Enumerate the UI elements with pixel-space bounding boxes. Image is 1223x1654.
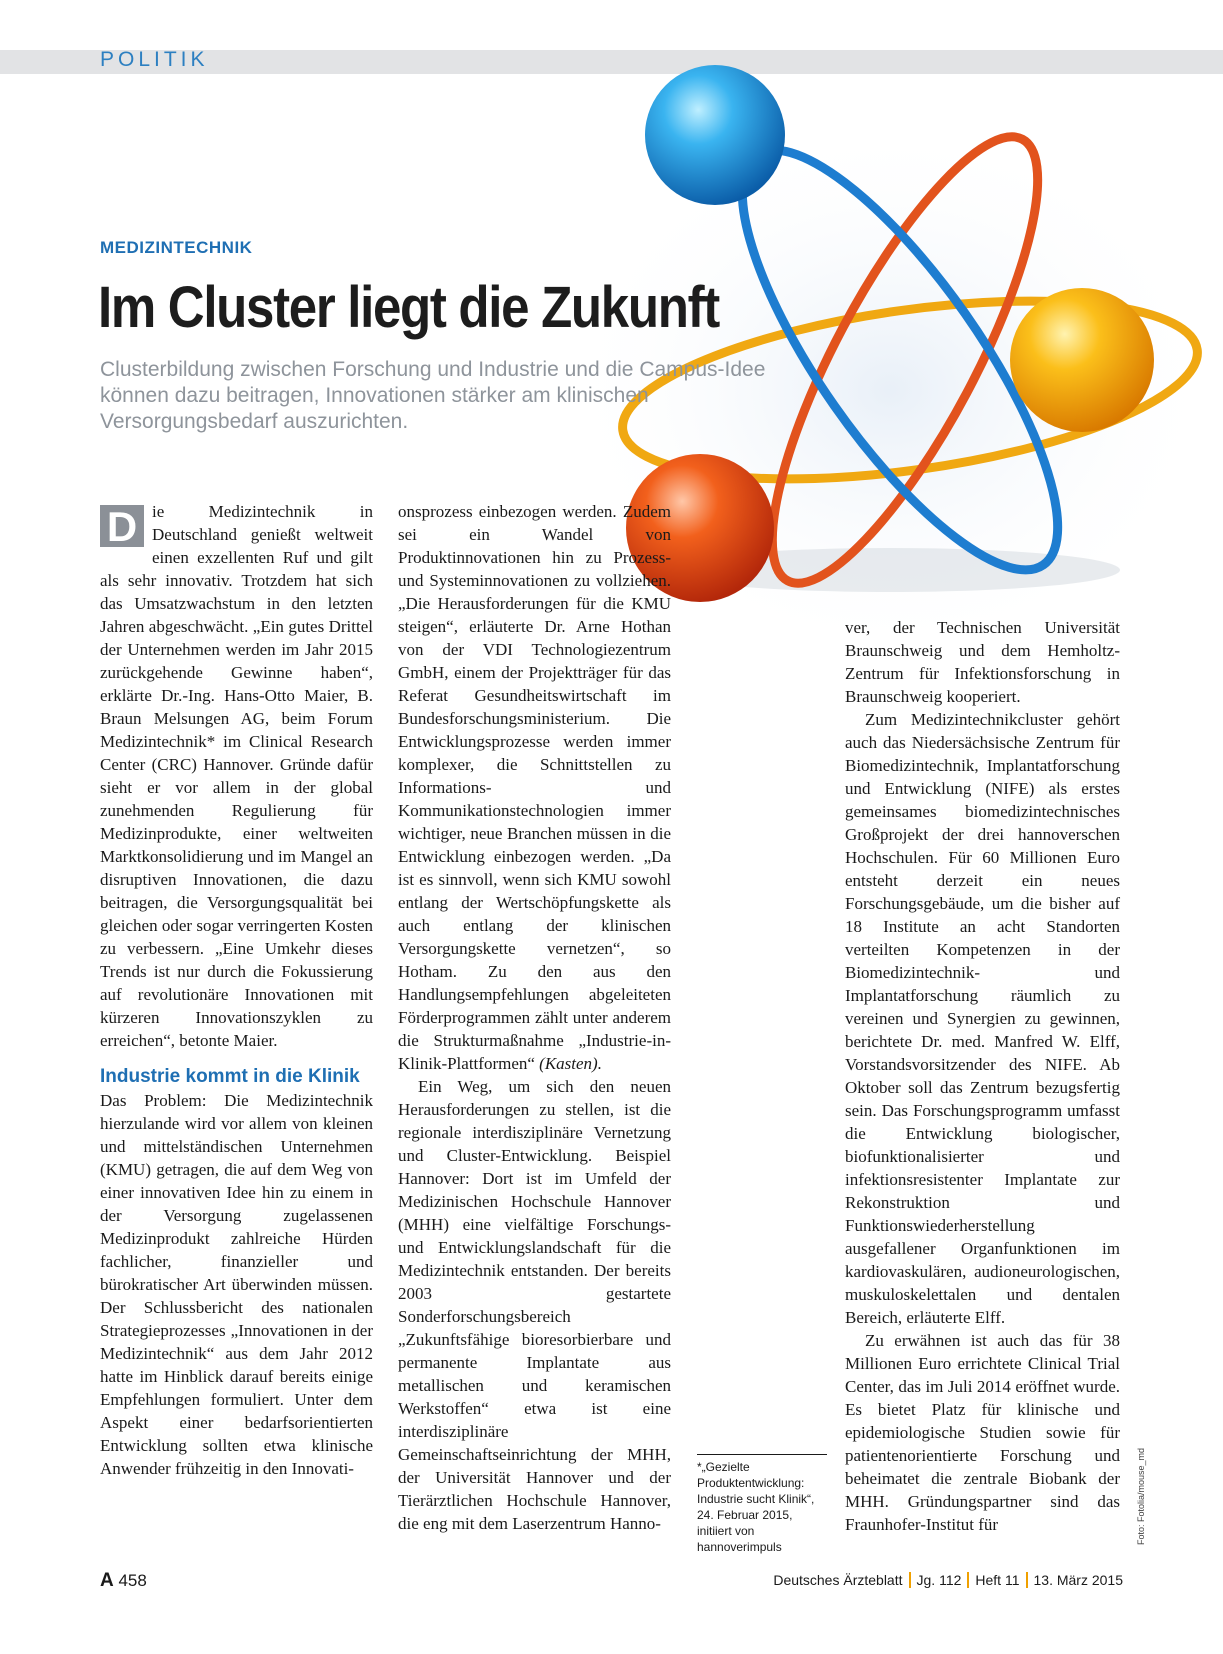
paragraph: Zu erwähnen ist auch das für 38 Millionen Euro errichtete Clinical Trial Center, das im Juli 2014 eröffnet wurde. Es bietet Platz für klinische und epidemiologische Studien sowie für patientenorientierte Forschung und beheimatet die zentrale Biobank der MHH. Gründungspartner sind das Fraunhofer-Institut für xyxy=(845,1331,1120,1534)
text-column-2 xyxy=(398,500,671,1535)
journal-date: 13. März 2015 xyxy=(1033,1572,1123,1588)
text-column-1 xyxy=(100,500,373,1480)
separator xyxy=(1026,1572,1028,1588)
separator xyxy=(909,1572,911,1588)
paragraph: Ein Weg, um sich den neuen Herausforderungen zu stellen, ist die regionale interdisziplinäre Vernetzung und Cluster-Entwicklung. Beispiel Hannover: Dort ist im Umfeld der Medizinischen Hochschule Hannover (MHH) eine vielfältige Forschungs- und Entwicklungslandschaft für die Medizintechnik entstanden. Der bereits 2003 gestartete Sonderforschungsbereich „Zukunftsfähige bioresorbierbare und permanente Implantate aus metallischen und keramischen Werkstoffen“ etwa ist eine interdisziplinäre Gemeinschaftseinrichtung der MHH, der Universität Hannover und der Tierärztlichen Hochschule Hannover, die eng mit dem Laserzentrum Hanno- xyxy=(398,1077,671,1533)
page-prefix: A xyxy=(100,1570,114,1591)
journal-issue: Heft 11 xyxy=(975,1572,1020,1588)
text-column-3 xyxy=(845,616,1120,1536)
sphere-blue xyxy=(645,65,785,205)
paragraph-text: onsprozess einbezogen werden. Zudem sei ein Wandel von Produktinnovationen hin zu Prozess- und Systeminnovationen zu vollziehen. „Die Herausforderungen für die KMU steigen“, erläuterte Dr. Arne Hothan von der VDI Technologiezentrum GmbH, einem der Projektträger für das Referat Gesundheitswirtschaft im Bundesforschungsministerium. Die Entwicklungsprozesse werden immer komplexer, die Schnittstellen zu Informations- und Kommunikationstechnologien immer wichtiger, neue Branchen müssen in die Entwicklung einbezogen werden. „Da ist es sinnvoll, wenn sich KMU sowohl entlang der Wertschöpfungskette als auch entlang der klinischen Versorgungskette vernetzen“, so Hotham. Zu den aus den Handlungsempfehlungen abgeleiteten Förderprogrammen zählt unter anderem die Strukturmaßnahme „Industrie-in-Klinik-Plattformen“ xyxy=(398,502,671,1073)
article-kicker: MEDIZINTECHNIK xyxy=(100,238,253,257)
article-subtitle: Clusterbildung zwischen Forschung und Industrie und die Campus-Idee können dazu beitragen, Innovationen stärker am klinischen Versorgungsbedarf auszurichten. xyxy=(100,358,766,433)
drop-cap: D xyxy=(100,505,144,547)
sphere-orange xyxy=(1010,288,1154,432)
journal-info xyxy=(773,1572,1123,1588)
article-title: Im Cluster liegt die Zukunft xyxy=(98,275,719,340)
box-reference: (Kasten). xyxy=(539,1054,602,1073)
journal-volume: Jg. 112 xyxy=(916,1572,962,1588)
paragraph: ie Medizintechnik in Deutschland genießt weltweit einen exzellenten Ruf und gilt als sehr innovativ. Trotzdem hat sich das Umsatzwachstum in den letzten Jahren abgeschwächt. „Ein gutes Drittel der Unternehmen werden im Jahr 2015 zurückgehende Gewinne haben“, erklärte Dr.-Ing. Hans-Otto Maier, B. Braun Melsungen AG, beim Forum Medizintechnik* im Clinical Research Center (CRC) Hannover. Gründe dafür sieht er vor allem in der global zunehmenden Regulierung für Medizinprodukte, einer weltweiten Marktkonsolidierung und im Mangel an disruptiven Innovationen, die dazu beitragen, die Versorgungsqualität bei gleichen oder sogar verringerten Kosten zu verbessern. „Eine Umkehr dieses Trends ist nur durch die Fokussierung auf revolutionäre Innovationen mit kürzeren Innovationszyklen zu erreichen“, betonte Maier. xyxy=(100,502,373,1050)
paragraph: Das Problem: Die Medizintechnik hierzulande wird vor allem von kleinen und mittelständischen Unternehmen (KMU) getragen, die auf dem Weg von einer innovativen Idee hin zu einem in der Versorgung zugelassenen Medizinprodukt zahlreiche Hürden fachlicher, finanzieller und bürokratischer Art überwinden müssen. Der Schlussbericht des nationalen Strategieprozesses „Innovationen in der Medizintechnik“ aus dem Jahr 2012 hatte im Hinblick darauf bereits einige Empfehlungen formuliert. Unter dem Aspekt einer bedarfsorientierten Entwicklung sollten etwa klinische Anwender frühzeitig in den Innovati- xyxy=(100,1091,373,1478)
paragraph: ver, der Technischen Universität Braunschweig und dem Hemholtz-Zentrum für Infektionsforschung in Braunschweig kooperiert. xyxy=(845,618,1120,706)
photo-credit: Foto: Fotolia/mouse_md xyxy=(1136,1447,1146,1545)
section-label: POLITIK xyxy=(100,48,209,71)
footnote: *„Gezielte Produktentwicklung: Industrie sucht Klinik“, 24. Februar 2015, initiiert von hannoverimpuls xyxy=(697,1454,827,1555)
paragraph xyxy=(398,500,671,1075)
separator xyxy=(967,1572,969,1588)
page-number-value: 458 xyxy=(118,1571,147,1590)
journal-name: Deutsches Ärzteblatt xyxy=(773,1572,903,1588)
page-number xyxy=(100,1570,147,1592)
subheading: Industrie kommt in die Klinik xyxy=(100,1066,360,1087)
paragraph: Zum Medizintechnikcluster gehört auch das Niedersächsische Zentrum für Biomedizintechnik, Implantatforschung und Entwicklung (NIFE) als erstes gemeinsames biomedizintechnisches Großprojekt der drei hannoverschen Hochschulen. Für 60 Millionen Euro entsteht derzeit ein neues Forschungsgebäude, um die bisher auf 18 Institute an acht Standorten verteilten Kompetenzen in der Biomedizintechnik- und Implantatforschung räumlich zu vereinen und Synergien zu gewinnen, berichtete Dr. med. Manfred W. Elff, Vorstandsvorsitzender des NIFE. Ab Oktober soll das Zentrum bezugsfertig sein. Das Forschungsprogramm umfasst die Entwicklung biologischer, biofunktionalisierter und infektionsresistenter Implantate zur Rekonstruktion und Funktionswiederherstellung ausgefallener Organfunktionen im kardiovaskulären, audioneurologischen, muskuloskelettalen und dentalen Bereich, erläuterte Elff. xyxy=(845,710,1120,1327)
